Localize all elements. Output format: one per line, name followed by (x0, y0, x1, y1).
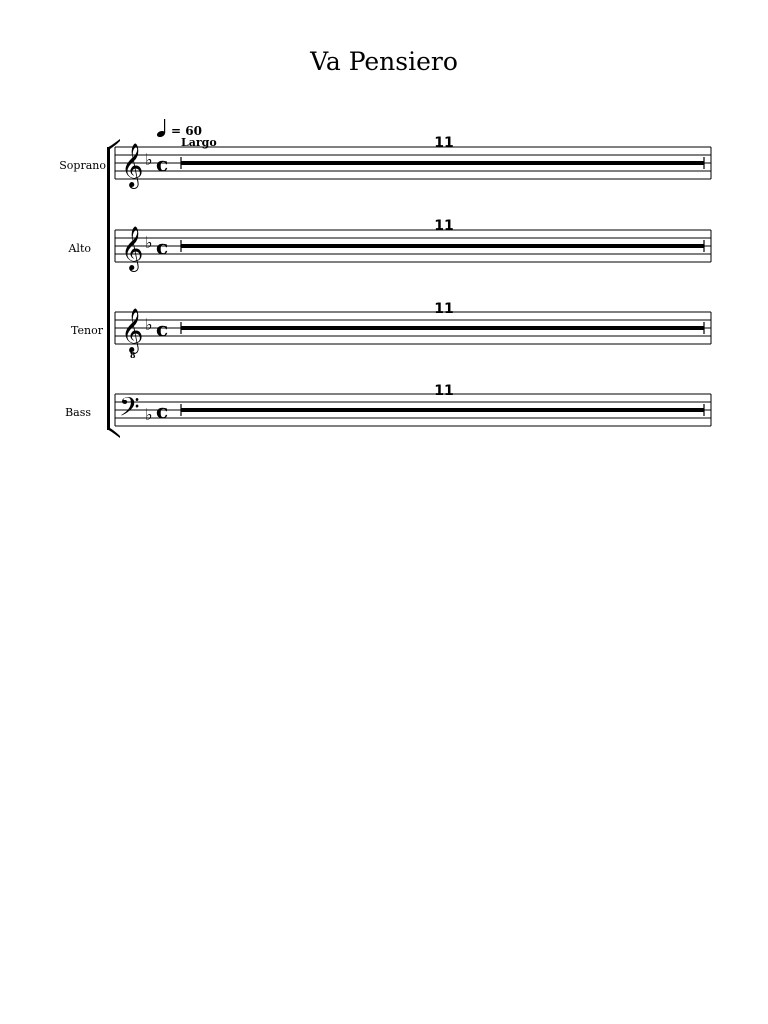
svg-text:c: c (156, 317, 169, 341)
treble-clef-icon (121, 226, 143, 272)
multimeasure-rest-count: 11 (434, 301, 454, 317)
svg-text:♭: ♭ (145, 150, 153, 169)
staff-bass (115, 391, 711, 429)
svg-text:𝄞: 𝄞 (121, 143, 144, 187)
multimeasure-rest-count: 11 (434, 218, 454, 234)
staff-name-soprano: Soprano (59, 159, 106, 172)
staff-alto (115, 226, 711, 272)
common-time-icon (156, 235, 168, 259)
svg-text:c: c (156, 235, 169, 259)
multimeasure-rest-bar (181, 322, 704, 334)
flat-icon (145, 233, 153, 252)
svg-text:𝄞: 𝄞 (121, 308, 144, 352)
common-time-icon (156, 317, 168, 341)
common-time-icon (156, 152, 168, 176)
staff-name-tenor: Tenor (71, 324, 103, 337)
svg-text:𝄢: 𝄢 (119, 391, 140, 429)
svg-text:c: c (156, 152, 169, 176)
flat-icon (145, 405, 153, 424)
svg-text:8: 8 (130, 350, 136, 360)
multimeasure-rest-bar (181, 240, 704, 252)
svg-text:c: c (156, 399, 169, 423)
multimeasure-rest-count: 11 (434, 135, 454, 151)
multimeasure-rest-bar (181, 404, 704, 416)
svg-text:♭: ♭ (145, 405, 153, 424)
treble-clef-8vb-icon (121, 308, 143, 360)
svg-text:♭: ♭ (145, 315, 153, 334)
staff-soprano (115, 143, 711, 189)
multimeasure-rest-bar (181, 157, 704, 169)
svg-text:𝄞: 𝄞 (121, 226, 144, 270)
staff-name-alto: Alto (68, 242, 91, 255)
page-title: Va Pensiero (310, 47, 458, 76)
multimeasure-rest-count: 11 (434, 383, 454, 399)
svg-text:♭: ♭ (145, 233, 153, 252)
treble-clef-icon (121, 143, 143, 189)
tempo-value: = 60 (171, 124, 202, 138)
flat-icon (145, 150, 153, 169)
flat-icon (145, 315, 153, 334)
bass-clef-icon (119, 391, 140, 429)
staff-tenor (115, 308, 711, 360)
tempo-text: Largo (181, 136, 217, 149)
staff-name-bass: Bass (65, 406, 91, 419)
common-time-icon (156, 399, 168, 423)
